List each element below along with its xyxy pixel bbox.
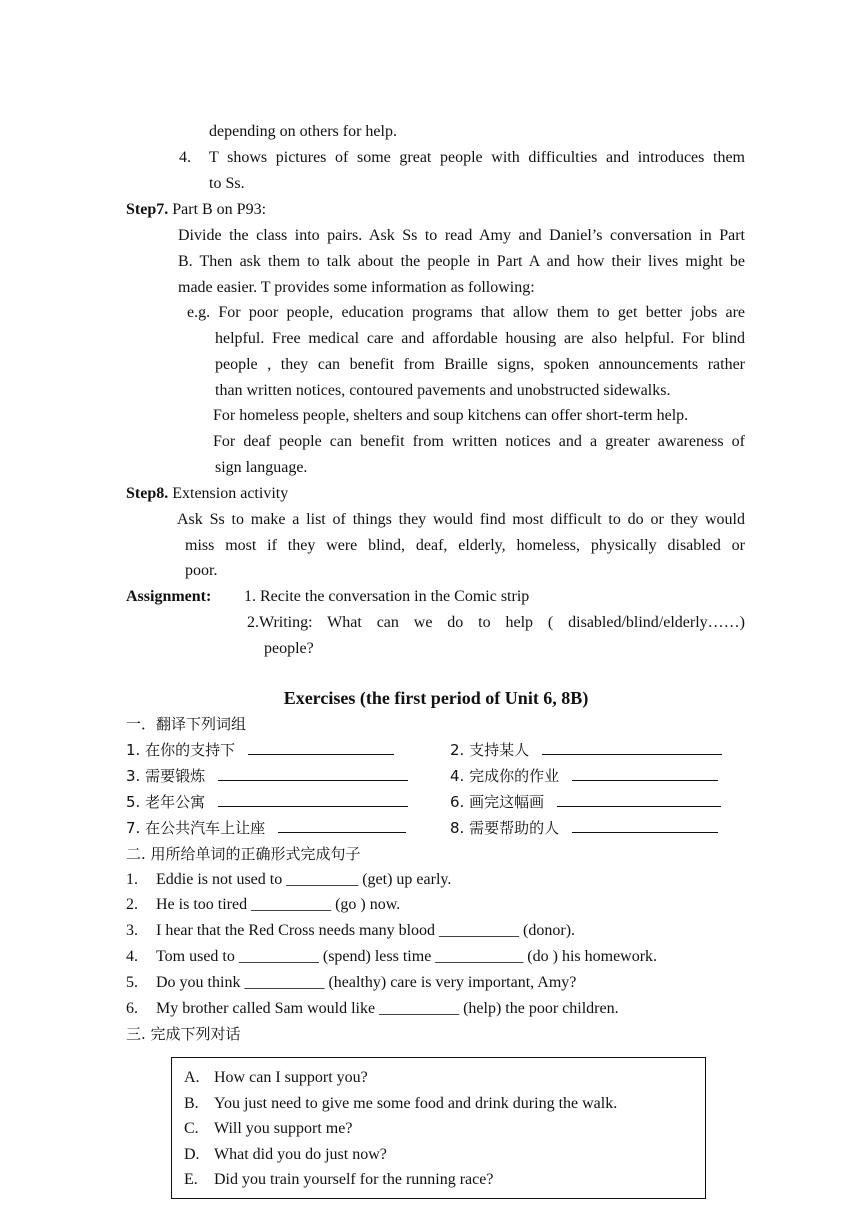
phrase-text: 3. 需要锻炼 <box>126 767 206 785</box>
phrase-text: 6. 画完这幅画 <box>450 793 545 811</box>
sentence-text: Do you think __________ (healthy) care is very important, Amy? <box>156 974 577 991</box>
assignment-item2: 2.Writing: What can we do to help ( disabled/blind/elderly……) <box>247 614 745 631</box>
answer-blank[interactable] <box>218 764 408 781</box>
assignment-item1: 1. Recite the conversation in the Comic strip <box>244 588 530 605</box>
step7-title: Part B on P93: <box>172 201 267 218</box>
option-text: Will you support me? <box>214 1120 353 1137</box>
dialogue-options-box <box>171 1057 706 1199</box>
option-letter: E. <box>184 1171 198 1188</box>
phrase-item <box>450 789 721 815</box>
phrase-item <box>450 737 722 763</box>
phrase-item <box>126 789 408 815</box>
intro-item4-line1: T shows pictures of some great people with difficulties and introduces them <box>209 149 745 166</box>
phrase-item <box>126 815 406 841</box>
phrase-text: 1. 在你的支持下 <box>126 741 236 759</box>
assignment-item2-cont: people? <box>264 640 314 657</box>
option-item <box>184 1142 387 1168</box>
step7-example-line3: people , they can benefit from Braille signs, spoken announcements rather <box>215 356 745 373</box>
step7-example-line7: sign language. <box>215 459 308 476</box>
sentence-number: 2. <box>126 896 138 913</box>
sentence-item <box>126 970 576 996</box>
option-text: You just need to give me some food and drink during the walk. <box>214 1095 618 1112</box>
phrase-text: 5. 老年公寓 <box>126 793 206 811</box>
answer-blank[interactable] <box>218 790 408 807</box>
sentence-number: 3. <box>126 922 138 939</box>
option-item <box>184 1167 493 1193</box>
option-letter: B. <box>184 1095 199 1112</box>
phrase-text: 8. 需要帮助的人 <box>450 819 560 837</box>
list-number: 4. <box>179 149 191 166</box>
step7-heading <box>126 197 266 223</box>
step7-line3: made easier. T provides some information as following: <box>178 279 535 296</box>
sentence-item <box>126 892 400 918</box>
sentence-number: 6. <box>126 1000 138 1017</box>
assignment-label: Assignment: <box>126 588 212 605</box>
phrase-text: 7. 在公共汽车上让座 <box>126 819 266 837</box>
step7-line2: B. Then ask them to talk about the people in Part A and how their lives might be <box>178 253 745 270</box>
step7-label: Step7. <box>126 201 169 218</box>
sentence-item <box>126 867 451 893</box>
sentence-text: I hear that the Red Cross needs many blood __________ (donor). <box>156 922 576 939</box>
step8-line2: miss most if they were blind, deaf, elderly, homeless, physically disabled or <box>185 537 745 554</box>
intro-line: depending on others for help. <box>209 123 397 140</box>
sentence-item <box>126 944 657 970</box>
option-item <box>184 1116 352 1142</box>
intro-item4-line2: to Ss. <box>209 175 245 192</box>
option-text: Did you train yourself for the running race? <box>214 1171 494 1188</box>
phrase-text: 2. 支持某人 <box>450 741 530 759</box>
answer-blank[interactable] <box>572 764 718 781</box>
phrase-item <box>450 763 718 789</box>
sentence-number: 4. <box>126 948 138 965</box>
answer-blank[interactable] <box>557 790 721 807</box>
step7-line1: Divide the class into pairs. Ask Ss to read Amy and Daniel’s conversation in Part <box>178 227 745 244</box>
step7-example-line1: e.g. For poor people, education programs that allow them to get better jobs are <box>187 304 745 321</box>
answer-blank[interactable] <box>542 738 722 755</box>
option-item <box>184 1091 617 1117</box>
step8-line1: Ask Ss to make a list of things they would find most difficult to do or they would <box>177 511 745 528</box>
section1-title: 一．翻译下列词组 <box>126 715 247 733</box>
option-letter: D. <box>184 1146 200 1163</box>
section3-title: 三. 完成下列对话 <box>126 1025 241 1043</box>
option-letter: A. <box>184 1069 200 1086</box>
phrase-item <box>450 815 718 841</box>
option-text: What did you do just now? <box>214 1146 387 1163</box>
exercises-title: Exercises (the first period of Unit 6, 8B) <box>283 688 589 708</box>
step7-example-line5: For homeless people, shelters and soup kitchens can offer short-term help. <box>213 407 689 424</box>
answer-blank[interactable] <box>248 738 394 755</box>
phrase-item <box>126 763 408 789</box>
sentence-item <box>126 918 575 944</box>
sentence-number: 1. <box>126 871 138 888</box>
step8-line3: poor. <box>185 562 218 579</box>
phrase-text: 4. 完成你的作业 <box>450 767 560 785</box>
step7-example-line2: helpful. Free medical care and affordable housing are also helpful. For blind <box>215 330 745 347</box>
step8-title: Extension activity <box>172 485 289 502</box>
step8-label: Step8. <box>126 485 169 502</box>
option-text: How can I support you? <box>214 1069 368 1086</box>
option-item <box>184 1065 368 1091</box>
sentence-item <box>126 996 619 1022</box>
step8-heading <box>126 481 288 507</box>
option-letter: C. <box>184 1120 199 1137</box>
sentence-text: He is too tired __________ (go ) now. <box>156 896 401 913</box>
answer-blank[interactable] <box>572 816 718 833</box>
sentence-number: 5. <box>126 974 138 991</box>
sentence-text: My brother called Sam would like __________ (help) the poor children. <box>156 1000 619 1017</box>
step7-example-line6: For deaf people can benefit from written notices and a greater awareness of <box>213 433 745 450</box>
step7-example-line4: than written notices, contoured pavements and unobstructed sidewalks. <box>215 382 671 399</box>
sentence-text: Tom used to __________ (spend) less time ___________ (do ) his homework. <box>156 948 658 965</box>
sentence-text: Eddie is not used to _________ (get) up early. <box>156 871 452 888</box>
answer-blank[interactable] <box>278 816 406 833</box>
section2-title: 二. 用所给单词的正确形式完成句子 <box>126 845 361 863</box>
phrase-item <box>126 737 394 763</box>
